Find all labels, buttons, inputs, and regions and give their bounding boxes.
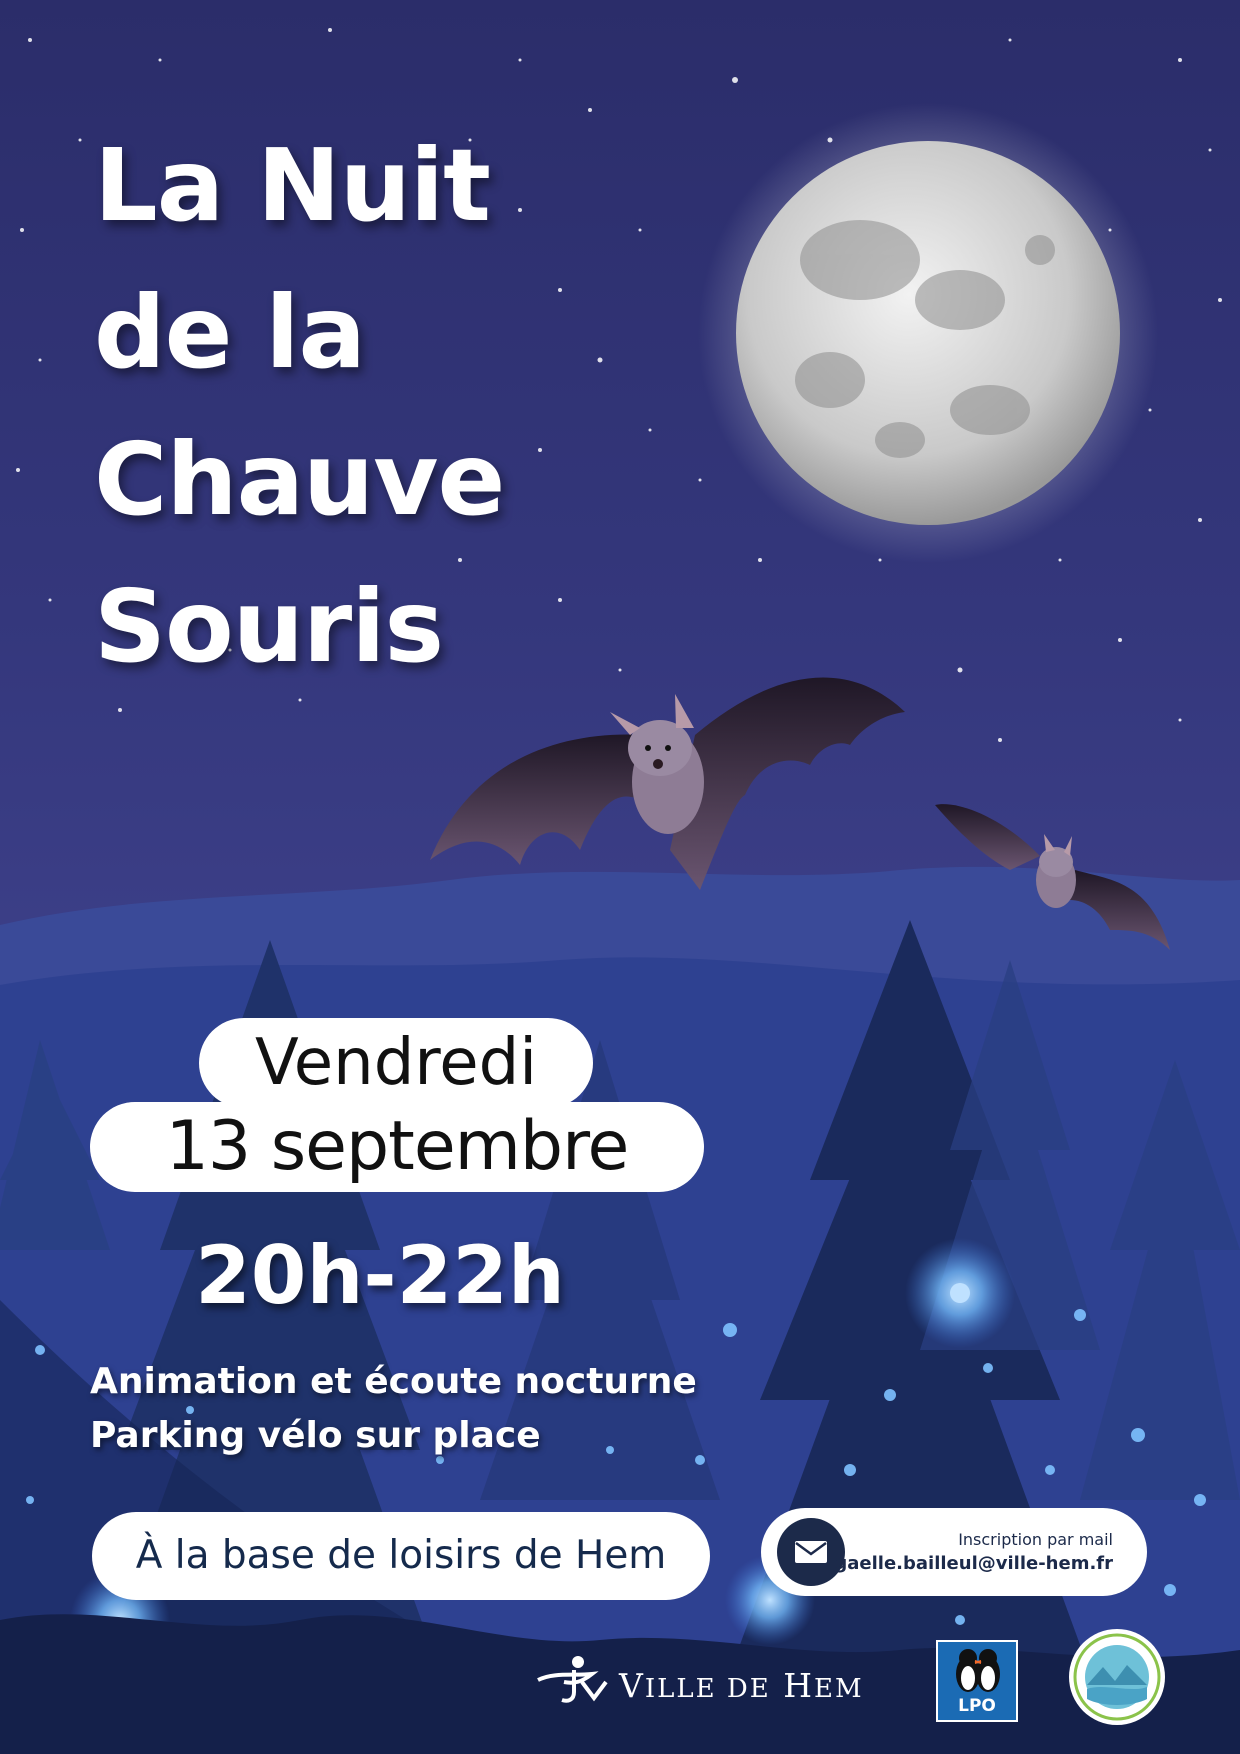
puffin-icon [938,1642,1016,1698]
title-line-3: Chauve [94,421,505,538]
event-title [94,112,504,700]
contact-box [761,1508,1147,1596]
title-line-4: Souris [94,568,444,685]
date-label: 13 septembre [90,1102,704,1192]
title-line-2: de la [94,274,365,391]
location-label: À la base de loisirs de Hem [92,1512,710,1600]
day-label: Vendredi [199,1018,593,1108]
title-line-1: La Nuit [94,127,490,244]
contact-email-link[interactable]: gaelle.bailleul@ville-hem.fr [834,1553,1113,1574]
contact-label: Inscription par mail [958,1530,1113,1549]
ville-de-hem-logo [534,1652,904,1708]
hem-emblem-icon [534,1652,614,1708]
time-range: 20h-22h [195,1229,565,1322]
moon [736,141,1120,525]
bat-large-illustration [430,677,905,890]
envelope-icon [777,1518,845,1586]
info-line-activity: Animation et écoute nocturne [90,1361,697,1402]
territoire-engage-nature-seal [1067,1627,1167,1727]
lpo-logo: LPO [936,1640,1018,1722]
info-line-parking: Parking vélo sur place [90,1415,541,1456]
ville-de-hem-text: VILLE DE HEM [619,1666,864,1705]
